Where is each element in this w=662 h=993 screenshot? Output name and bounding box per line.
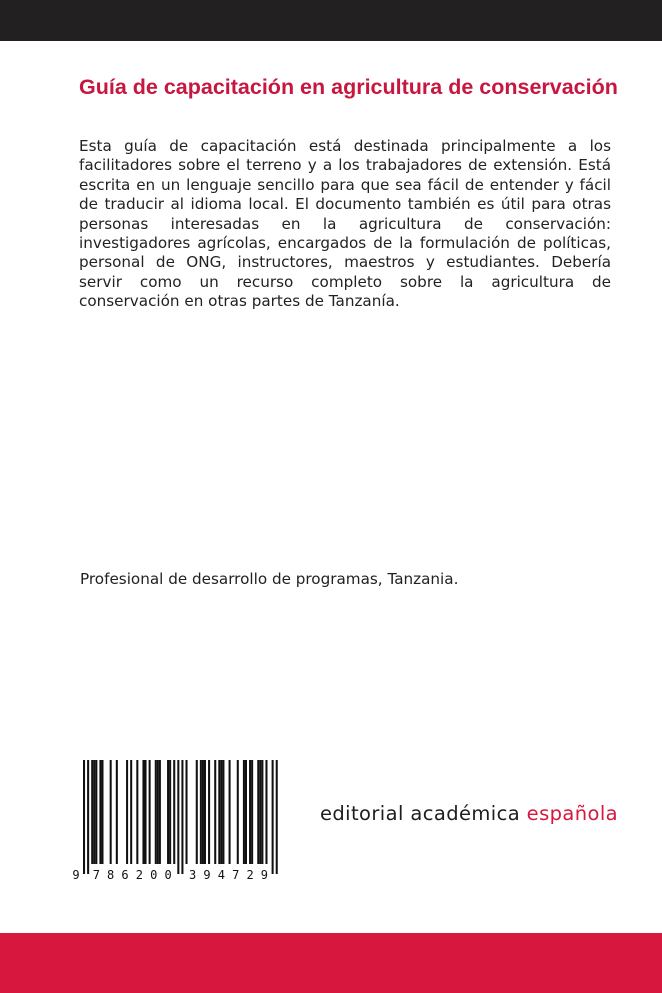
barcode-bar bbox=[177, 760, 179, 874]
barcode-bar bbox=[272, 760, 274, 874]
bottom-band bbox=[0, 933, 662, 993]
top-band bbox=[0, 0, 662, 41]
barcode-bar bbox=[99, 760, 101, 864]
barcode-bar bbox=[126, 760, 128, 864]
barcode-bar bbox=[130, 760, 132, 864]
barcode-digit: 7 bbox=[92, 868, 100, 880]
publisher-logo bbox=[320, 802, 618, 825]
barcode-bar bbox=[204, 760, 206, 864]
barcode-bar bbox=[83, 760, 85, 874]
barcode-bar bbox=[200, 760, 202, 864]
barcode-bar bbox=[95, 760, 97, 864]
barcode-graphic bbox=[72, 758, 294, 880]
barcode-bar bbox=[101, 760, 103, 864]
barcode-bar bbox=[237, 760, 239, 864]
barcode-bar bbox=[276, 760, 278, 874]
barcode-bar bbox=[145, 760, 147, 864]
publisher-name: editorial académica bbox=[320, 802, 521, 825]
barcode-digit: 8 bbox=[107, 868, 115, 880]
barcode-bar bbox=[181, 760, 183, 874]
barcode-digit: 7 bbox=[232, 868, 240, 880]
barcode-bar bbox=[261, 760, 263, 864]
barcode-bar bbox=[142, 760, 144, 864]
barcode-bar bbox=[159, 760, 161, 864]
barcode-bar bbox=[243, 760, 245, 864]
barcode-digit: 4 bbox=[217, 868, 225, 880]
barcode-digit: 0 bbox=[150, 868, 158, 880]
barcode-digit: 2 bbox=[135, 868, 143, 880]
barcode-bar bbox=[136, 760, 138, 864]
barcode-bar bbox=[220, 760, 222, 864]
barcode-bar bbox=[257, 760, 259, 864]
barcode-digit: 9 bbox=[72, 868, 80, 880]
book-description: Esta guía de capacitación está destinada principalmente a los facilitadores sobre el terreno y a los trabajadores de extensión. Está escrita en un lenguaje sencillo para que sea fácil de entender y fácil de traducir al idioma local. El documento también es útil para otras personas interesadas en la agricultura de conservación: investigadores agrícolas, encargados de la formulación de políticas, personal de ONG, instructores, maestros y estudiantes. Debería servir como un recurso completo sobre la agricultura de conservación en otras partes de Tanzanía. bbox=[79, 137, 611, 311]
barcode-bar bbox=[110, 760, 112, 864]
barcode-bar bbox=[259, 760, 261, 864]
barcode-bar bbox=[186, 760, 188, 864]
barcode-bar bbox=[167, 760, 169, 864]
barcode-bar bbox=[93, 760, 95, 864]
barcode-bar bbox=[91, 760, 93, 864]
barcode-digit: 0 bbox=[164, 868, 172, 880]
isbn-barcode bbox=[72, 758, 294, 880]
barcode-bar bbox=[173, 760, 175, 864]
barcode-bar bbox=[214, 760, 216, 864]
book-title: Guía de capacitación en agricultura de conservación bbox=[79, 75, 618, 99]
barcode-bar bbox=[169, 760, 171, 864]
barcode-bar bbox=[116, 760, 118, 864]
barcode-digit: 9 bbox=[260, 868, 269, 880]
barcode-bar bbox=[202, 760, 204, 864]
barcode-bar bbox=[155, 760, 157, 864]
barcode-bar bbox=[245, 760, 247, 864]
barcode-bar bbox=[249, 760, 251, 864]
barcode-bar bbox=[222, 760, 224, 864]
barcode-digit: 6 bbox=[121, 868, 129, 880]
barcode-digit: 2 bbox=[246, 868, 254, 880]
barcode-bar bbox=[87, 760, 89, 874]
author-note: Profesional de desarrollo de programas, Tanzania. bbox=[80, 570, 459, 588]
barcode-bar bbox=[149, 760, 151, 864]
barcode-bar bbox=[208, 760, 210, 864]
barcode-bar bbox=[229, 760, 231, 864]
barcode-bar bbox=[265, 760, 267, 864]
barcode-bar bbox=[157, 760, 159, 864]
publisher-name-accent: española bbox=[526, 802, 619, 825]
barcode-bar bbox=[218, 760, 220, 864]
barcode-digit: 9 bbox=[203, 868, 211, 880]
barcode-digit: 3 bbox=[189, 868, 197, 880]
barcode-bar bbox=[251, 760, 253, 864]
barcode-bar bbox=[196, 760, 198, 864]
